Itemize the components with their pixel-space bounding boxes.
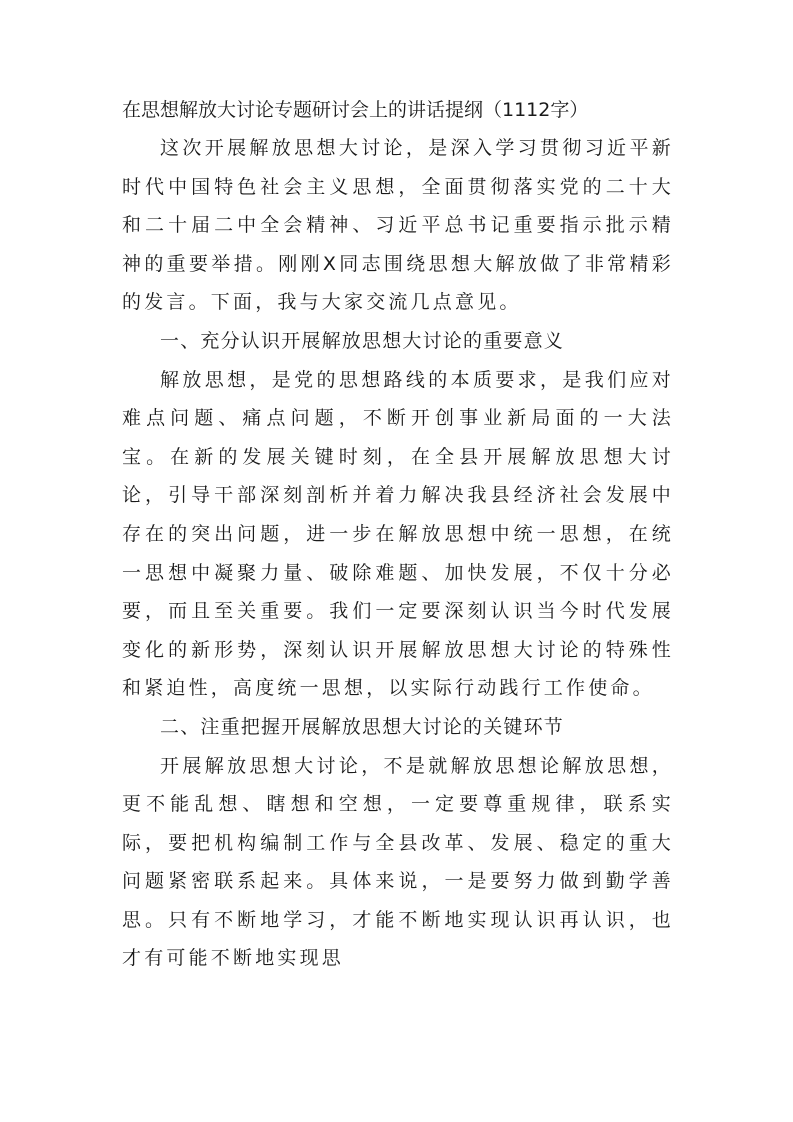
intro-paragraph: 这次开展解放思想大讨论，是深入学习贯彻习近平新时代中国特色社会主义思想，全面贯彻落实党的二十大和二十届二中全会精神、习近平总书记重要指示批示精神的重要举措。刚刚X同志围绕思想大解放做了非常精彩的发言。下面，我与大家交流几点意见。 [122,137,674,314]
section-1-paragraph: 解放思想，是党的思想路线的本质要求，是我们应对难点问题、痛点问题，不断开创事业新局面的一大法宝。在新的发展关键时刻，在全县开展解放思想大讨论，引导干部深刻剖析并着力解决我县经济社会发展中存在的突出问题，进一步在解放思想中统一思想，在统一思想中凝聚力量、破除难题、加快发展，不仅十分必要，而且至关重要。我们一定要深刻认识当今时代发展变化的新形势，深刻认识开展解放思想大讨论的特殊性和紧迫性，高度统一思想，以实际行动践行工作使命。 [122,368,674,700]
section-1-heading: 一、充分认识开展解放思想大讨论的重要意义 [160,329,565,352]
document-page [122,92,674,978]
section-2-heading: 二、注重把握开展解放思想大讨论的关键环节 [160,715,565,738]
section-2-paragraph: 开展解放思想大讨论，不是就解放思想论解放思想，更不能乱想、瞎想和空想，一定要尊重规律，联系实际，要把机构编制工作与全县改革、发展、稳定的重大问题紧密联系起来。具体来说，一是要努力做到勤学善思。只有不断地学习，才能不断地实现认识再认识，也才有可能不断地实现思 [122,754,674,970]
document-title: 在思想解放大讨论专题研讨会上的讲话提纲（1112字） [122,99,589,121]
